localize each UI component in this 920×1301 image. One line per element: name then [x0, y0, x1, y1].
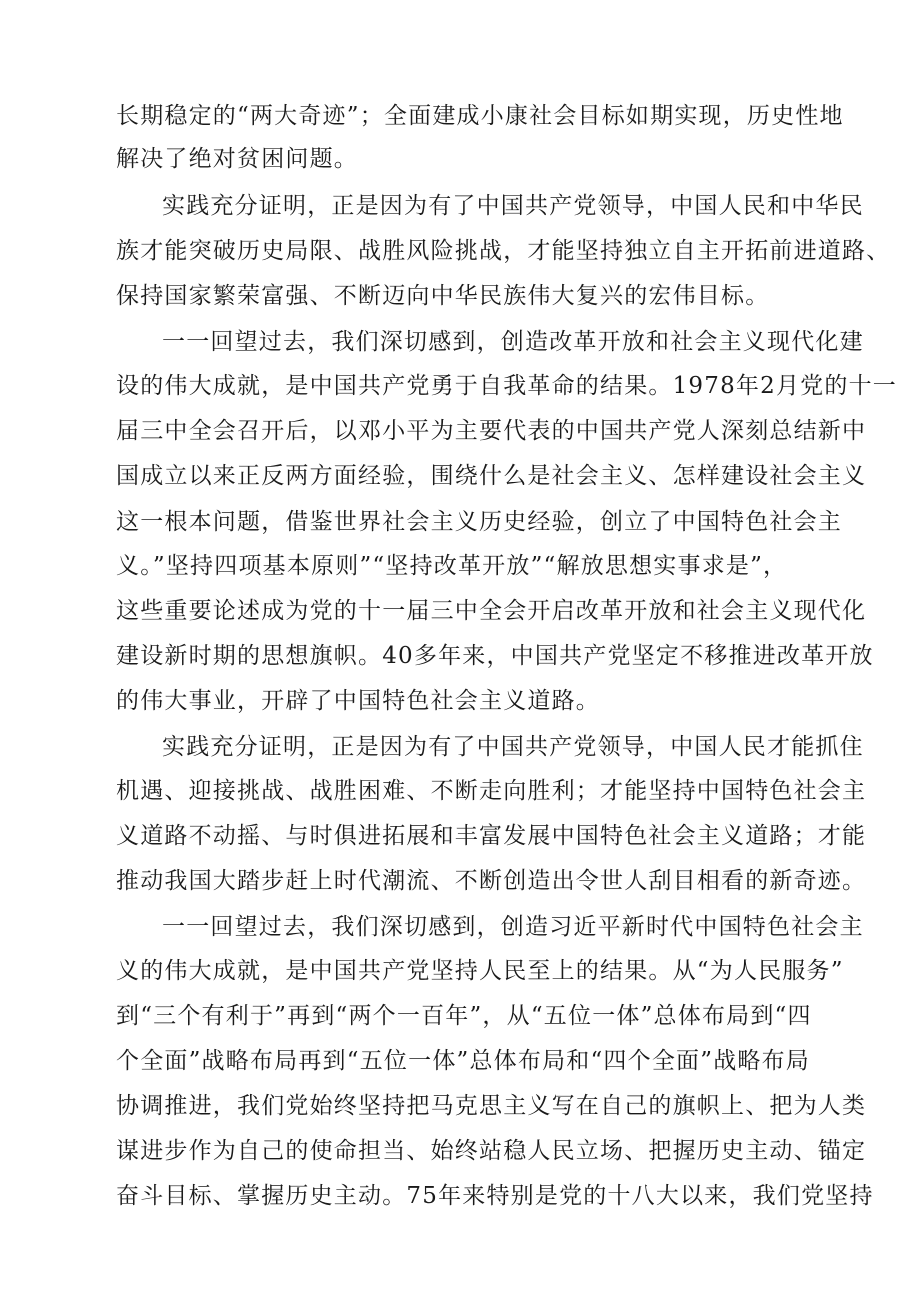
text-line: 设的伟大成就，是中国共产党勇于自我革命的结果。1978年2月党的十一 [116, 373, 897, 399]
text-line: 推动我国大踏步赶上时代潮流、不断创造出令世人刮目相看的新奇迹。 [116, 868, 867, 894]
text-line: 协调推进，我们党始终坚持把马克思主义写在自己的旗帜上、把为人类 [116, 1093, 867, 1119]
paragraph-first-line: 一一回望过去，我们深切感到，创造改革开放和社会主义现代化建 [162, 329, 864, 355]
text-line: 义道路不动摇、与时俱进拓展和丰富发展中国特色社会主义道路；才能 [116, 823, 867, 849]
text-line: 奋斗目标、掌握历史主动。75年来特别是党的十八大以来，我们党坚持 [116, 1183, 874, 1209]
text-line: 这一根本问题，借鉴世界社会主义历史经验，创立了中国特色社会主 [116, 509, 842, 535]
text-line: 个全面”战略布局再到“五位一体”总体布局和“四个全面”战略布局 [116, 1048, 810, 1074]
text-line: 义。”坚持四项基本原则”“坚持改革开放”“解放思想实事求是”， [116, 553, 788, 579]
text-line: 机遇、迎接挑战、战胜困难、不断走向胜利；才能坚持中国特色社会主 [116, 778, 867, 804]
paragraph-first-line: 实践充分证明，正是因为有了中国共产党领导，中国人民才能抓住 [162, 734, 864, 760]
text-line: 族才能突破历史局限、战胜风险挑战，才能坚持独立自主开拓前进道路、 [116, 238, 891, 264]
text-line: 国成立以来正反两方面经验，围绕什么是社会主义、怎样建设社会主义 [116, 463, 867, 489]
text-line: 谋进步作为自己的使命担当、始终站稳人民立场、把握历史主动、锚定 [116, 1138, 867, 1164]
text-line: 保持国家繁荣富强、不断迈向中华民族伟大复兴的宏伟目标。 [116, 283, 770, 309]
text-line: 义的伟大成就，是中国共产党坚持人民至上的结果。从“为人民服务” [116, 958, 844, 984]
text-line: 解决了绝对贫困问题。 [116, 146, 358, 172]
text-line: 到“三个有利于”再到“两个一百年”，从“五位一体”总体布局到“四 [116, 1003, 812, 1029]
paragraph-first-line: 实践充分证明，正是因为有了中国共产党领导，中国人民和中华民 [162, 193, 864, 219]
text-line: 届三中全会召开后，以邓小平为主要代表的中国共产党人深刻总结新中 [116, 418, 867, 444]
text-line: 这些重要论述成为党的十一届三中全会开启改革开放和社会主义现代化 [116, 598, 867, 624]
paragraph-first-line: 一一回望过去，我们深切感到，创造习近平新时代中国特色社会主 [162, 914, 864, 940]
text-line: 建设新时期的思想旗帜。40多年来，中国共产党坚定不移推进改革开放 [116, 643, 874, 669]
text-line: 的伟大事业，开辟了中国特色社会主义道路。 [116, 688, 600, 714]
text-line: 长期稳定的“两大奇迹”；全面建成小康社会目标如期实现，历史性地 [116, 103, 844, 129]
